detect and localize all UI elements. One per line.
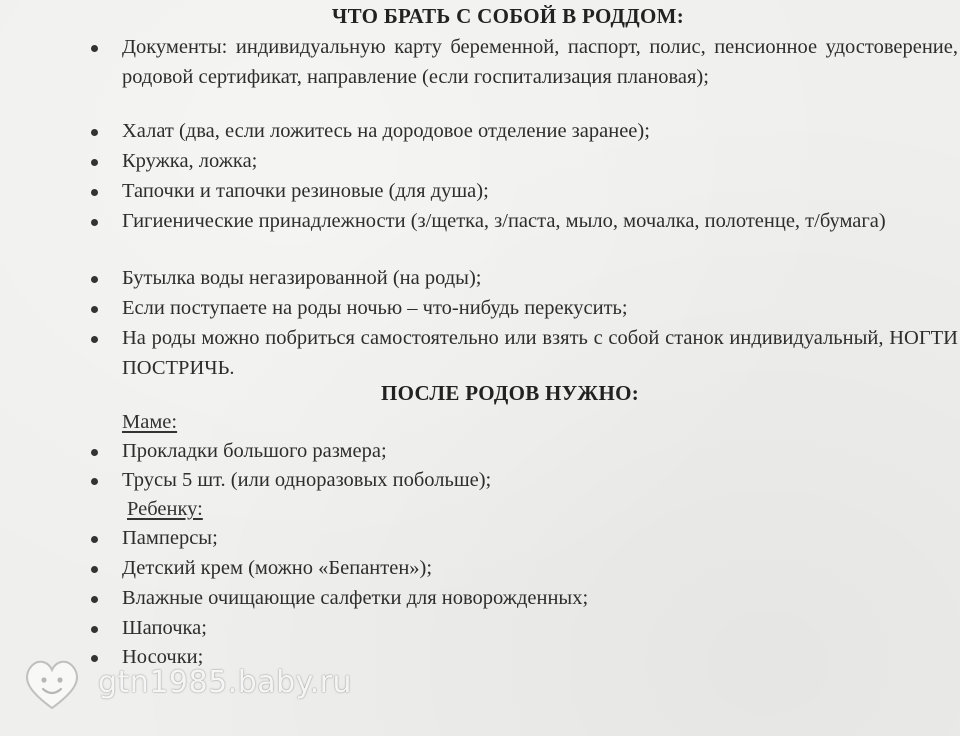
list-item-underwear: Трусы 5 шт. (или одноразовых побольше); (122, 466, 958, 496)
list-item-slippers: Тапочки и тапочки резиновые (для душа); (122, 177, 958, 207)
bullet-icon (91, 478, 98, 485)
list-item-wet-wipes: Влажные очищающие салфетки для новорожденных; (122, 584, 958, 614)
list-item-hygiene: Гигиенические принадлежности (з/щетка, з/паста, мыло, мочалка, полотенце, т/бумага) (122, 207, 958, 237)
heading-after-birth: ПОСЛЕ РОДОВ НУЖНО: (380, 381, 640, 405)
list-item-diapers: Памперсы; (122, 524, 958, 554)
bullet-icon (91, 189, 98, 196)
watermark-text: gtn1985.baby.ru (98, 665, 353, 700)
bullet-icon (91, 306, 98, 313)
watermark (20, 652, 400, 728)
list-item-documents: Документы: индивидуальную карту беременной, паспорт, полис, пенсионное удостоверение, родовой сертификат, направление (если госпитализация плановая); (122, 33, 958, 92)
bullet-icon (91, 45, 98, 52)
bullet-icon (91, 219, 98, 226)
bullet-icon (91, 276, 98, 283)
bullet-icon (91, 449, 98, 456)
list-item-hat: Шапочка; (122, 614, 958, 644)
bullet-icon (91, 596, 98, 603)
bullet-icon (91, 626, 98, 633)
list-item-baby-cream: Детский крем (можно «Бепантен»); (122, 554, 958, 584)
list-item-socks: Носочки; (122, 643, 958, 673)
list-item-shave: На роды можно побриться самостоятельно или взять с собой станок индивидуальный, НОГТИ ПОСТРИЧЬ. (122, 324, 958, 383)
subhead-mom: Маме: (122, 411, 178, 433)
bullet-icon (91, 566, 98, 573)
bullet-icon (91, 336, 98, 343)
bullet-icon (91, 536, 98, 543)
list-item-robe: Халат (два, если ложитесь на дородовое отделение заранее); (122, 117, 958, 147)
subhead-baby: Ребенку: (127, 498, 203, 520)
list-item-water: Бутылка воды негазированной (на роды); (122, 264, 958, 294)
bullet-icon (91, 159, 98, 166)
list-item-pads: Прокладки большого размера; (122, 437, 958, 467)
list-item-mug-spoon: Кружка, ложка; (122, 147, 958, 177)
list-item-snack: Если поступаете на роды ночью – что-нибудь перекусить; (122, 294, 958, 324)
bullet-icon (91, 129, 98, 136)
heading-what-to-take: ЧТО БРАТЬ С СОБОЙ В РОДДОМ: (331, 4, 685, 28)
heart-face-icon (20, 652, 84, 716)
